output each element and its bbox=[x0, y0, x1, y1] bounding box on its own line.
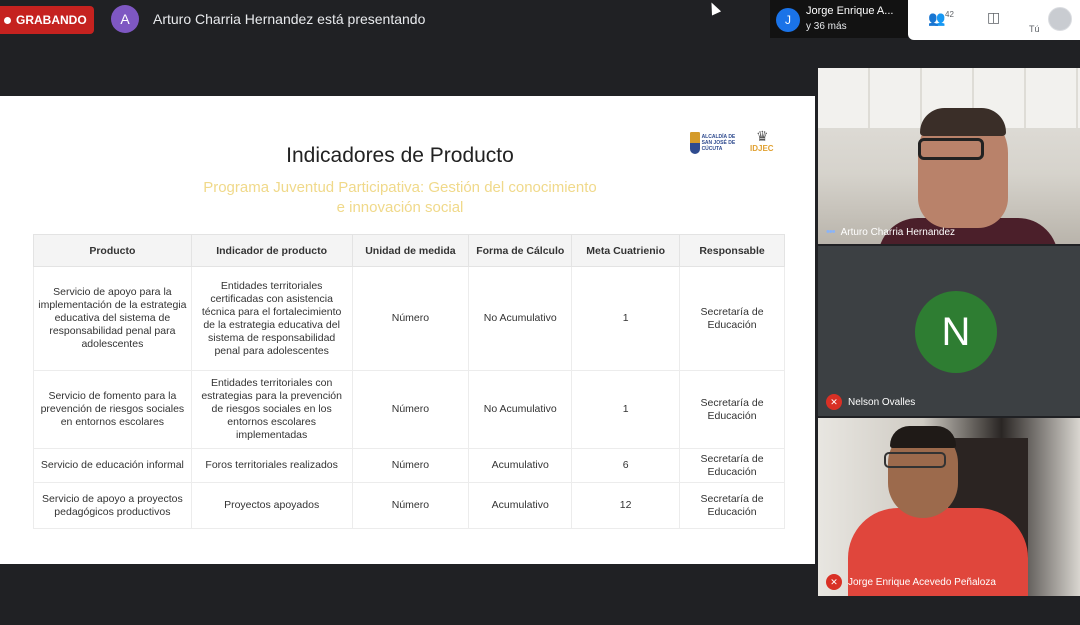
table-cell: 1 bbox=[572, 371, 680, 449]
video-person-glasses bbox=[884, 452, 946, 468]
column-header: Indicador de producto bbox=[191, 235, 352, 267]
participant-name: Jorge Enrique A... bbox=[806, 5, 894, 17]
table-cell: Secretaría de Educación bbox=[680, 267, 785, 371]
participant-tile-arturo[interactable] bbox=[818, 68, 1080, 244]
table-cell: Foros territoriales realizados bbox=[191, 449, 352, 483]
table-cell: Acumulativo bbox=[469, 483, 572, 529]
video-person-glasses bbox=[918, 138, 984, 160]
speaking-indicator-icon: ••• bbox=[826, 226, 835, 238]
shared-slide bbox=[0, 96, 815, 564]
presenter-avatar: A bbox=[111, 5, 139, 33]
participants-count: 42 bbox=[945, 10, 954, 19]
table-cell: Secretaría de Educación bbox=[680, 371, 785, 449]
self-avatar[interactable] bbox=[1048, 7, 1072, 31]
participant-initial-avatar: N bbox=[915, 291, 997, 373]
table-row bbox=[34, 371, 785, 449]
table-cell: 6 bbox=[572, 449, 680, 483]
table-cell: Entidades territoriales certificadas con asistencia técnica para el fortalecimiento de la estrategia educativa del sistema de responsabilidad penal para adolescentes bbox=[191, 267, 352, 371]
table-cell: Acumulativo bbox=[469, 449, 572, 483]
participant-tile-jorge[interactable] bbox=[818, 418, 1080, 596]
column-header: Producto bbox=[34, 235, 192, 267]
column-header: Forma de Cálculo bbox=[469, 235, 572, 267]
recording-label: GRABANDO bbox=[16, 13, 87, 27]
table-cell: No Acumulativo bbox=[469, 267, 572, 371]
column-header: Unidad de medida bbox=[352, 235, 469, 267]
recording-dot-icon bbox=[4, 17, 11, 24]
table-cell: Número bbox=[352, 267, 469, 371]
video-person-hair bbox=[920, 108, 1006, 136]
column-header: Responsable bbox=[680, 235, 785, 267]
slide-title: Indicadores de Producto bbox=[286, 144, 514, 167]
crown-icon: ♛ bbox=[756, 128, 769, 144]
column-header: Meta Cuatrienio bbox=[572, 235, 680, 267]
table-row bbox=[34, 449, 785, 483]
alcaldia-logo-text: ALCALDÍA DE SAN JOSÉ DE CÚCUTA bbox=[701, 134, 736, 152]
table-cell: Entidades territoriales con estrategias para la prevención de riesgos sociales en los entornos escolares implementadas bbox=[191, 371, 352, 449]
tile-name-label bbox=[826, 226, 955, 238]
table-cell: Servicio de fomento para la prevención de riesgos sociales en entornos escolares bbox=[34, 371, 192, 449]
chat-icon[interactable]: ◫ bbox=[987, 9, 1001, 25]
table-cell: Secretaría de Educación bbox=[680, 449, 785, 483]
participant-tile-nelson[interactable] bbox=[818, 246, 1080, 416]
table-header-row bbox=[34, 235, 785, 267]
table-cell: No Acumulativo bbox=[469, 371, 572, 449]
table-cell: Servicio de apoyo para la implementación de la estrategia educativa del sistema de responsabilidad penal para adolescentes bbox=[34, 267, 192, 371]
table-cell: Secretaría de Educación bbox=[680, 483, 785, 529]
indicators-table bbox=[33, 234, 785, 529]
participant-avatar: J bbox=[776, 8, 800, 32]
people-icon[interactable]: 👥 bbox=[928, 10, 946, 26]
participant-tile-name: Jorge Enrique Acevedo Peñaloza bbox=[848, 576, 996, 588]
participant-tile-name: Arturo Charria Hernandez bbox=[840, 226, 956, 238]
mic-off-icon: ✕ bbox=[826, 394, 842, 410]
table-cell: Proyectos apoyados bbox=[191, 483, 352, 529]
table-cell: Número bbox=[352, 371, 469, 449]
presenting-status: Arturo Charria Hernandez está presentando bbox=[153, 11, 426, 27]
table-row bbox=[34, 267, 785, 371]
table-cell: Servicio de apoyo a proyectos pedagógicos productivos bbox=[34, 483, 192, 529]
idjec-logo-text: IDJEC bbox=[750, 144, 774, 153]
table-cell: Servicio de educación informal bbox=[34, 449, 192, 483]
tile-name-label bbox=[826, 574, 996, 590]
slide-subtitle: Programa Juventud Participativa: Gestión del conocimiento e innovación social bbox=[203, 179, 597, 216]
mouse-cursor-icon bbox=[707, 0, 721, 15]
video-person-hair bbox=[890, 426, 956, 448]
participant-more-count: y 36 más bbox=[806, 21, 847, 32]
table-row bbox=[34, 483, 785, 529]
you-label: Tú bbox=[1029, 24, 1040, 34]
meeting-top-bar bbox=[0, 0, 1080, 40]
table-cell: 1 bbox=[572, 267, 680, 371]
tile-name-label bbox=[826, 394, 915, 410]
mic-off-icon: ✕ bbox=[826, 574, 842, 590]
table-cell: Número bbox=[352, 483, 469, 529]
participant-tile-name: Nelson Ovalles bbox=[848, 396, 916, 408]
table-cell: Número bbox=[352, 449, 469, 483]
table-cell: 12 bbox=[572, 483, 680, 529]
recording-badge bbox=[0, 6, 94, 34]
